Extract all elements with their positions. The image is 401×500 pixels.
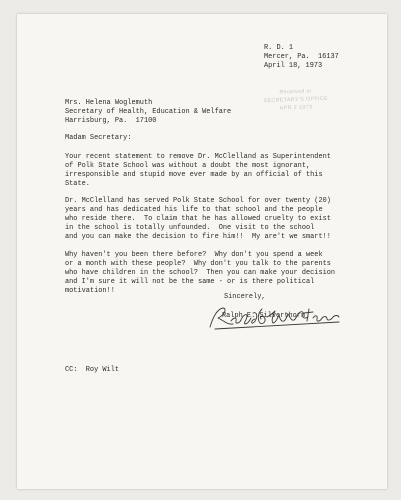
paragraph-3-line-3: who have children in the school? Then you can make your decision — [65, 269, 336, 277]
paragraph-1-line-4: State. — [65, 180, 90, 188]
recipient-title: Secretary of Health, Education & Welfare — [65, 108, 232, 116]
paragraph-3-line-4: and I'm sure it will not be the same - or is there political — [65, 278, 315, 286]
paragraph-2-line-2: years and has dedicated his life to that school and the people — [65, 206, 323, 214]
paragraph-1-line-2: of Polk State School was without a doubt the most ignorant, — [65, 162, 311, 170]
stamp-line-2: SECRETARY'S OFFICE — [263, 95, 329, 105]
sender-address-line-2: Mercer, Pa. 16137 — [264, 53, 339, 61]
stamp-line-3: APR 2 1973 — [279, 104, 313, 112]
sender-address-line-1: R. D. 1 — [264, 44, 294, 52]
cc-line: CC: Roy Wilt — [65, 366, 120, 374]
recipient-name: Mrs. Helena Woglemuth — [65, 99, 153, 107]
paragraph-2-line-4: in the school is totally unfounded. One visit to the school — [65, 224, 315, 232]
paragraph-3-line-5: motivation!! — [65, 287, 115, 295]
received-stamp — [253, 87, 338, 130]
signature-name: Ralph E. Silverthorn — [222, 312, 306, 320]
recipient-city: Harrisburg, Pa. 17100 — [65, 117, 157, 125]
letter-date: April 18, 1973 — [264, 62, 323, 70]
paragraph-2-line-1: Dr. McClelland has served Polk State School for over twenty (20) — [65, 197, 331, 205]
paragraph-1-line-1: Your recent statement to remove Dr. McClelland as Superintendent — [65, 153, 331, 161]
paragraph-2-line-5: and you can make the decision to fire him!! My are't we smart!! — [65, 233, 331, 241]
paragraph-1-line-3: irresponsible and stupid move ever made by an official of this — [65, 171, 323, 179]
closing: Sincerely, — [224, 293, 266, 301]
paragraph-3-line-1: Why haven't you been there before? Why don't you spend a week — [65, 251, 323, 259]
stamp-line-1: Received in — [279, 88, 312, 96]
paragraph-3-line-2: or a month with these people? Why don't you talk to the parents — [65, 260, 331, 268]
paragraph-2-line-3: who reside there. To claim that he has allowed cruelty to exist — [65, 215, 331, 223]
salutation: Madam Secretary: — [65, 134, 132, 142]
